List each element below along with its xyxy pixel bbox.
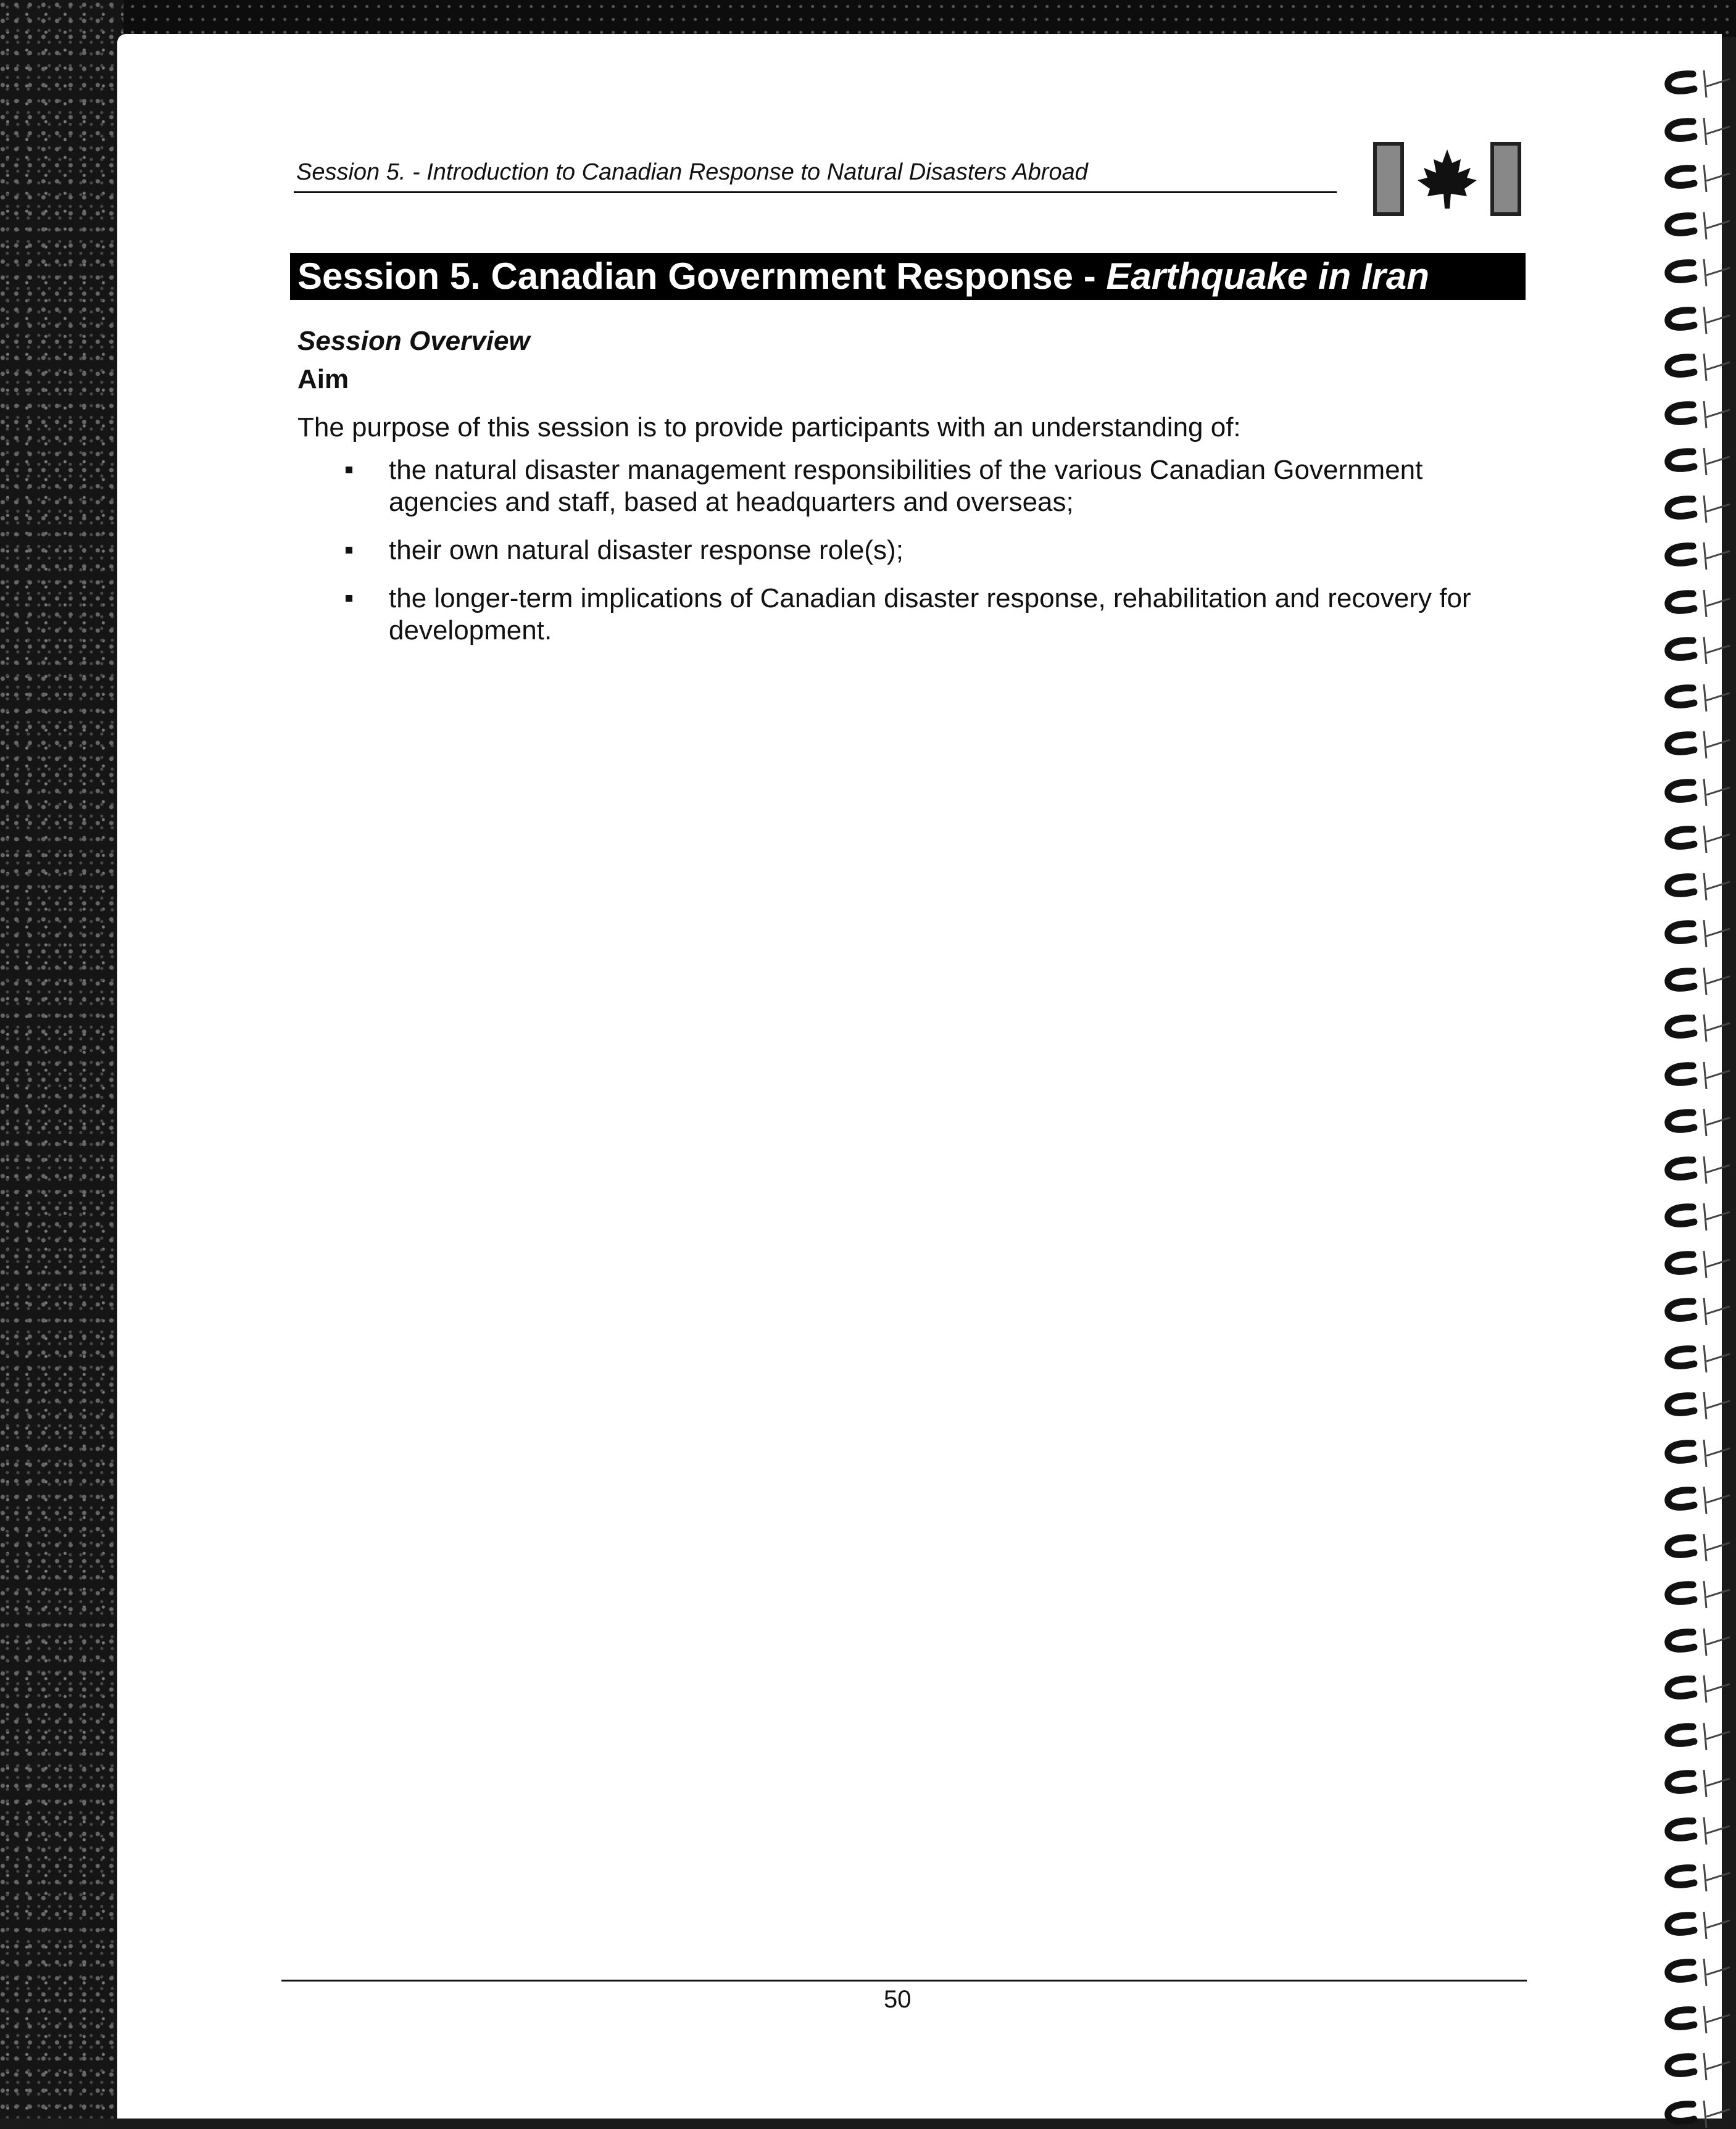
- session-overview-heading: Session Overview: [297, 326, 530, 356]
- square-bullet-icon: [346, 467, 352, 473]
- binding-coil: [1650, 351, 1736, 382]
- binding-coil: [1650, 1343, 1736, 1374]
- binding-coil: [1650, 1909, 1736, 1940]
- binding-coil: [1650, 304, 1736, 335]
- objectives-list: [339, 454, 1524, 663]
- binding-coil: [1650, 210, 1736, 241]
- list-item: [339, 534, 1524, 566]
- binding-coil: [1650, 1106, 1736, 1137]
- binding-coil: [1650, 1484, 1736, 1515]
- scan-background-top: [0, 0, 1736, 37]
- binding-coil: [1650, 399, 1736, 430]
- binding-coil: [1650, 1295, 1736, 1326]
- binding-coil: [1650, 823, 1736, 854]
- binding-coil: [1650, 1815, 1736, 1846]
- list-item-text: the longer-term implications of Canadian disaster response, rehabilitation and recovery for development.: [389, 583, 1471, 645]
- binding-coil: [1650, 776, 1736, 807]
- binding-coil: [1650, 1437, 1736, 1468]
- binding-coil: [1650, 1390, 1736, 1421]
- binding-coil: [1650, 1720, 1736, 1751]
- binding-coil: [1650, 587, 1736, 618]
- binding-coil: [1650, 634, 1736, 665]
- square-bullet-icon: [346, 595, 352, 602]
- list-item: [339, 454, 1524, 518]
- binding-coil: [1650, 115, 1736, 146]
- spiral-binding: [1650, 68, 1736, 2119]
- scan-background-left: [0, 0, 123, 2119]
- binding-coil: [1650, 1532, 1736, 1563]
- binding-coil: [1650, 1060, 1736, 1090]
- binding-coil: [1650, 965, 1736, 996]
- session-title-bar: [290, 253, 1526, 300]
- list-item: [339, 583, 1524, 647]
- binding-coil: [1650, 1956, 1736, 1987]
- aim-heading: Aim: [297, 364, 349, 394]
- binding-coil: [1650, 2004, 1736, 2035]
- binding-coil: [1650, 871, 1736, 902]
- binding-coil: [1650, 68, 1736, 99]
- binding-coil: [1650, 1673, 1736, 1704]
- page-number: 50: [884, 1986, 912, 2013]
- binding-coil: [1650, 1626, 1736, 1657]
- intro-paragraph: The purpose of this session is to provide participants with an understanding of:: [297, 412, 1241, 442]
- binding-coil: [1650, 918, 1736, 948]
- binding-coil: [1650, 257, 1736, 288]
- binding-coil: [1650, 1767, 1736, 1798]
- binding-coil: [1650, 1201, 1736, 1232]
- binding-coil: [1650, 1012, 1736, 1043]
- binding-coil: [1650, 1154, 1736, 1185]
- binding-coil: [1650, 446, 1736, 476]
- session-title-italic: Earthquake in Iran: [1106, 255, 1429, 297]
- binding-coil: [1650, 2051, 1736, 2081]
- header-rule: [294, 191, 1337, 193]
- list-item-text: the natural disaster management responsibilities of the various Canadian Government agencies and staff, based at headquarters and overseas;: [389, 455, 1423, 517]
- square-bullet-icon: [346, 547, 352, 554]
- session-title-main: Session 5. Canadian Government Response -: [297, 255, 1107, 297]
- binding-coil: [1650, 682, 1736, 713]
- binding-coil: [1650, 729, 1736, 760]
- list-item-text: their own natural disaster response role(s);: [389, 535, 903, 565]
- binding-coil: [1650, 162, 1736, 193]
- footer-rule: [281, 1980, 1527, 1982]
- binding-coil: [1650, 1579, 1736, 1609]
- binding-coil: [1650, 1862, 1736, 1893]
- binding-coil: [1650, 540, 1736, 571]
- canada-flag-icon: [1373, 142, 1521, 216]
- running-header-title: Session 5. - Introduction to Canadian Response to Natural Disasters Abroad: [296, 159, 1088, 185]
- binding-coil: [1650, 2098, 1736, 2129]
- binding-coil: [1650, 1248, 1736, 1279]
- binding-coil: [1650, 493, 1736, 524]
